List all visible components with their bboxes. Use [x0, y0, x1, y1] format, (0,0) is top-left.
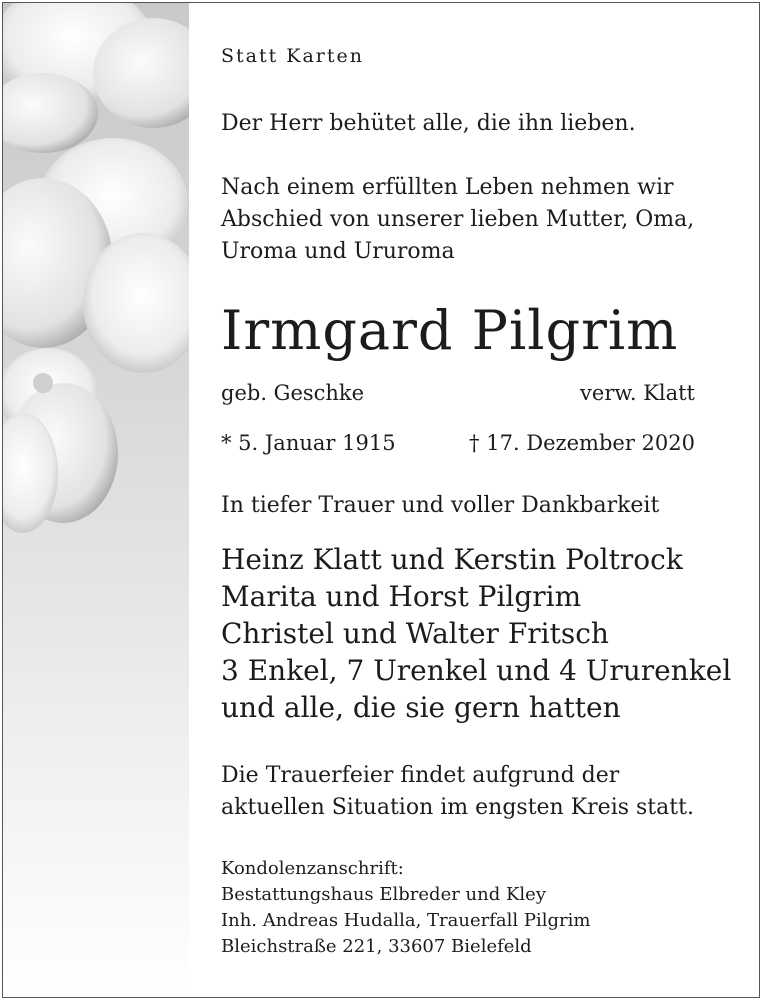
intro-line: Nach einem erfüllten Leben nehmen wir [221, 175, 674, 200]
death-date: † 17. Dezember 2020 [469, 431, 695, 455]
address-label: Kondolenzanschrift: [221, 858, 404, 879]
family-member: und alle, die sie gern hatten [221, 691, 621, 724]
bible-verse: Der Herr behütet alle, die ihn lieben. [221, 111, 636, 136]
deceased-name: Irmgard Pilgrim [221, 299, 679, 362]
address-line: Bestattungshaus Elbreder und Kley [221, 884, 547, 905]
family-member: Christel und Walter Fritsch [221, 617, 609, 650]
flower-center [33, 373, 53, 393]
ceremony-line: Die Trauerfeier findet aufgrund der [221, 763, 620, 788]
orchid-flowers-illustration [3, 3, 189, 998]
birth-date: * 5. Januar 1915 [221, 431, 396, 455]
intro-line: Abschied von unserer lieben Mutter, Oma, [221, 207, 695, 232]
family-member: Heinz Klatt und Kerstin Poltrock [221, 543, 683, 576]
header-label: Statt Karten [221, 45, 365, 67]
mourning-line: In tiefer Trauer und voller Dankbarkeit [221, 493, 660, 518]
address-line: Bleichstraße 221, 33607 Bielefeld [221, 936, 532, 957]
widowed-name: verw. Klatt [580, 381, 695, 405]
family-member: 3 Enkel, 7 Urenkel und 4 Ururenkel [221, 654, 732, 687]
birth-name: geb. Geschke [221, 381, 365, 405]
orchid-image [3, 3, 189, 998]
address-line: Inh. Andreas Hudalla, Trauerfall Pilgrim [221, 910, 591, 931]
family-member: Marita und Horst Pilgrim [221, 580, 582, 613]
ceremony-line: aktuellen Situation im engsten Kreis statt. [221, 795, 694, 820]
obituary-notice [2, 2, 760, 998]
intro-line: Uroma und Ururoma [221, 239, 455, 264]
